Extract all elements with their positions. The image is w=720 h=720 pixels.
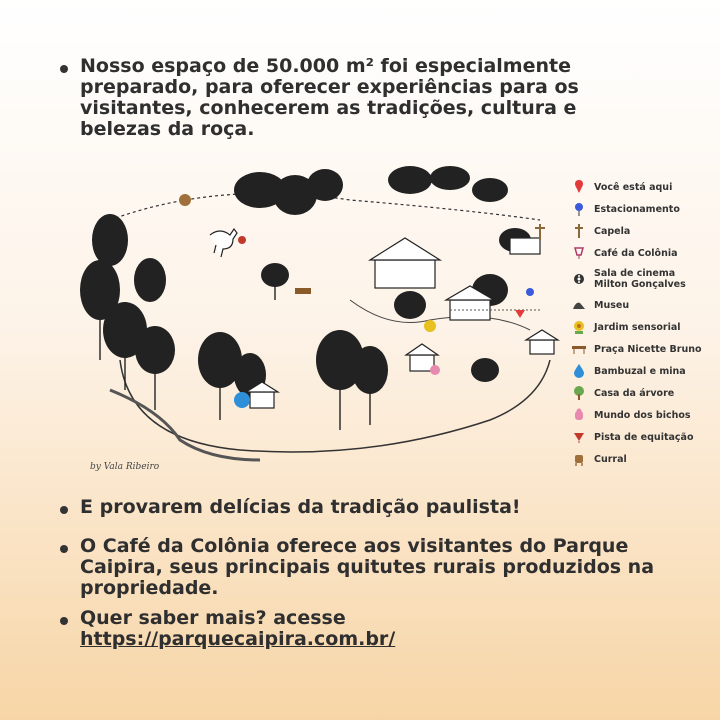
legend-item: Você está aqui	[572, 176, 712, 198]
film-reel-icon	[572, 271, 586, 287]
legend-item: Capela	[572, 220, 712, 242]
intro-bullet	[60, 56, 620, 140]
tree-house-icon	[572, 385, 586, 401]
legend-item: Pista de equitação	[572, 426, 712, 448]
legend-item: Museu	[572, 294, 712, 316]
bullet-dot	[60, 617, 68, 625]
bullet-dot	[60, 65, 68, 73]
cross-icon	[572, 223, 586, 239]
museum-icon	[572, 297, 586, 313]
map-legend	[572, 176, 712, 470]
parking-icon	[572, 201, 586, 217]
legend-item: Casa da árvore	[572, 382, 712, 404]
website-link[interactable]: https://parquecaipira.com.br/	[80, 628, 396, 650]
pig-icon	[572, 407, 586, 423]
location-pin-icon	[572, 179, 586, 195]
map-signature: by Vala Ribeiro	[90, 462, 160, 472]
bullet-dot	[60, 545, 68, 553]
flower-icon	[572, 319, 586, 335]
bullet-dot	[60, 506, 68, 514]
legend-item: Jardim sensorial	[572, 316, 712, 338]
cow-icon	[572, 451, 586, 467]
legend-item: Bambuzal e mina	[572, 360, 712, 382]
tradition-text: E provarem delícias da tradição paulista!	[80, 496, 521, 518]
legend-item: Mundo dos bichos	[572, 404, 712, 426]
horse-icon	[572, 429, 586, 445]
legend-item: Praça Nicette Bruno	[572, 338, 712, 360]
bench-icon	[572, 341, 586, 357]
water-drop-icon	[572, 363, 586, 379]
coffee-cup-icon	[572, 245, 586, 261]
park-map-illustration	[70, 160, 650, 480]
cafe-text: O Café da Colônia oferece aos visitantes do Parque Caipira, seus principais quitutes rurais produzidos na propriedade.	[80, 535, 655, 599]
more-info-text: Quer saber mais? acesse	[80, 607, 346, 629]
legend-item: Estacionamento	[572, 198, 712, 220]
intro-text: Nosso espaço de 50.000 m² foi especialmente preparado, para oferecer experiências para os visitantes, conhecerem as tradições, cultura e belezas da roça.	[80, 55, 579, 140]
legend-item: Café da Colônia	[572, 242, 712, 264]
tradition-bullet	[60, 497, 660, 518]
more-info-bullet	[60, 608, 660, 650]
legend-item: Sala de cinema Milton Gonçalves	[572, 264, 712, 294]
cafe-bullet	[60, 536, 680, 599]
legend-item: Curral	[572, 448, 712, 470]
